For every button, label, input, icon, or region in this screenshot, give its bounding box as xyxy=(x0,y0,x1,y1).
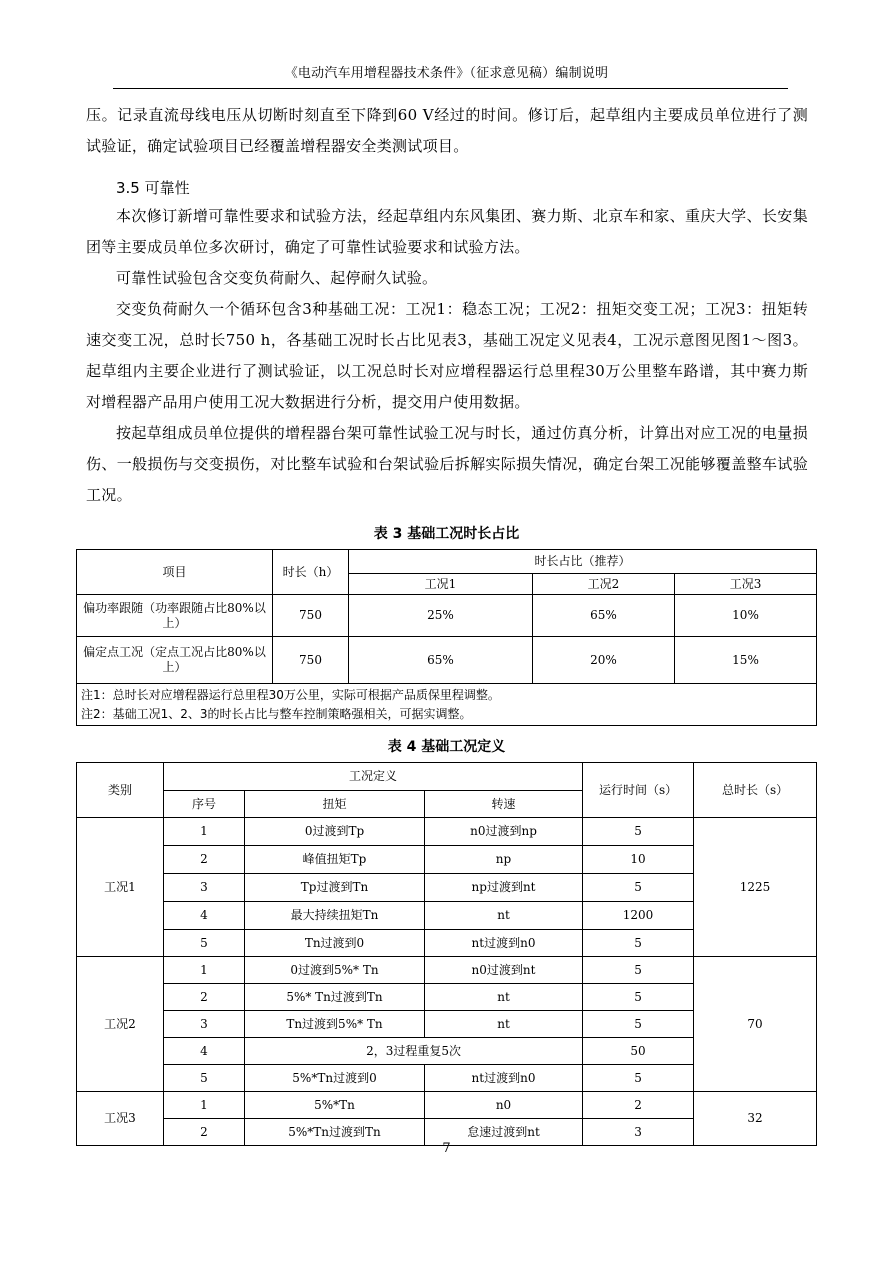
table4-speed: nt xyxy=(425,1011,583,1038)
table4-seq: 4 xyxy=(164,1038,245,1065)
table4-seq: 2 xyxy=(164,846,245,874)
paragraph-load-durability: 交变负荷耐久一个循环包含3种基础工况：工况1：稳态工况；工况2：扭矩交变工况；工况3：扭矩转速交变工况，总时长750 h，各基础工况时长占比见表3，基础工况定义见表4，工况示意图见图1～图3。起草组内主要企业进行了测试验证，以工况总时长对应增程器运行总里程30万公里整车路谱，其中赛力斯对增程器产品用户使用工况大数据进行分析，提交用户使用数据。 xyxy=(86,300,808,411)
table3-header-condition2: 工况2 xyxy=(533,574,675,595)
table-row xyxy=(77,1092,817,1119)
table3-header-condition1: 工况1 xyxy=(349,574,533,595)
table3-cell-c2: 65% xyxy=(533,595,675,637)
table4-torque: 0过渡到Tp xyxy=(245,818,425,846)
table4-speed: np xyxy=(425,846,583,874)
table-row xyxy=(77,957,817,984)
table4-seq: 5 xyxy=(164,930,245,957)
table3-cell-c3: 15% xyxy=(675,637,817,684)
table4-torque: Tp过渡到Tn xyxy=(245,874,425,902)
table4-runtime: 5 xyxy=(583,957,694,984)
table4-speed: np过渡到nt xyxy=(425,874,583,902)
table4-speed: n0 xyxy=(425,1092,583,1119)
table4-torque: 5%*Tn过渡到Tn xyxy=(245,1119,425,1146)
table3-cell-c3: 10% xyxy=(675,595,817,637)
table4-runtime: 5 xyxy=(583,874,694,902)
table3-cell-duration: 750 xyxy=(273,595,349,637)
table4-speed: nt过渡到n0 xyxy=(425,930,583,957)
table4-runtime: 5 xyxy=(583,984,694,1011)
table4-header-runtime: 运行时间（s） xyxy=(583,763,694,818)
table-row xyxy=(77,637,817,684)
table4-seq: 3 xyxy=(164,874,245,902)
paragraph-simulation: 按起草组成员单位提供的增程器台架可靠性试验工况与时长，通过仿真分析，计算出对应工况的电量损伤、一般损伤与交变损伤，对比整车试验和台架试验后拆解实际损失情况，确定台架工况能够覆盖整车试验工况。 xyxy=(86,424,808,504)
table3-notes xyxy=(77,684,817,726)
table4-torque: 0过渡到5%* Tn xyxy=(245,957,425,984)
table4-runtime: 5 xyxy=(583,1011,694,1038)
table4-runtime: 2 xyxy=(583,1092,694,1119)
table3-cell-item: 偏功率跟随（功率跟随占比80%以上） xyxy=(77,595,273,637)
table4-total-3: 32 xyxy=(694,1092,817,1146)
table3-note1: 注1：总时长对应增程器运行总里程30万公里，实际可根据产品质保里程调整。 xyxy=(81,687,500,702)
table3-header-item: 项目 xyxy=(77,550,273,595)
table4-torque: 5%*Tn过渡到0 xyxy=(245,1065,425,1092)
header-divider xyxy=(113,88,788,89)
table3-note2: 注2：基础工况1、2、3的时长占比与整车控制策略强相关，可据实调整。 xyxy=(81,706,472,721)
section-heading: 3.5 可靠性 xyxy=(116,179,190,197)
table4-speed: nt xyxy=(425,902,583,930)
table4-runtime: 1200 xyxy=(583,902,694,930)
table4-speed: 怠速过渡到nt xyxy=(425,1119,583,1146)
table4-seq: 1 xyxy=(164,957,245,984)
table3-caption: 表 3 基础工况时长占比 xyxy=(373,526,520,542)
table4-category-1: 工况1 xyxy=(77,818,164,957)
table4-seq: 1 xyxy=(164,1092,245,1119)
table4-torque: Tn过渡到0 xyxy=(245,930,425,957)
table4-runtime: 5 xyxy=(583,1065,694,1092)
table3-cell-item: 偏定点工况（定点工况占比80%以上） xyxy=(77,637,273,684)
table4-torque: 峰值扭矩Tp xyxy=(245,846,425,874)
table4-seq: 5 xyxy=(164,1065,245,1092)
table4-torque: 5%* Tn过渡到Tn xyxy=(245,984,425,1011)
table4-header-torque: 扭矩 xyxy=(245,791,425,818)
table4-runtime: 5 xyxy=(583,818,694,846)
table4-seq: 2 xyxy=(164,1119,245,1146)
table3-header-ratio: 时长占比（推荐） xyxy=(349,550,817,574)
table4-speed: nt过渡到n0 xyxy=(425,1065,583,1092)
table4-runtime: 3 xyxy=(583,1119,694,1146)
table4-speed: n0过渡到nt xyxy=(425,957,583,984)
table4-header-seq: 序号 xyxy=(164,791,245,818)
table4-header-total: 总时长（s） xyxy=(694,763,817,818)
table4-runtime: 5 xyxy=(583,930,694,957)
table4-seq: 4 xyxy=(164,902,245,930)
table-row xyxy=(77,818,817,846)
table4-total-2: 70 xyxy=(694,957,817,1092)
paragraph-reliability-intro: 本次修订新增可靠性要求和试验方法，经起草组内东风集团、赛力斯、北京车和家、重庆大学、长安集团等主要成员单位多次研讨，确定了可靠性试验要求和试验方法。 xyxy=(86,207,808,256)
table4-runtime: 50 xyxy=(583,1038,694,1065)
table-row xyxy=(77,595,817,637)
table3-cell-c1: 25% xyxy=(349,595,533,637)
table4-header-definition: 工况定义 xyxy=(164,763,583,791)
table4-speed: nt xyxy=(425,984,583,1011)
table4-torque: Tn过渡到5%* Tn xyxy=(245,1011,425,1038)
table3-cell-duration: 750 xyxy=(273,637,349,684)
table4-torque: 5%*Tn xyxy=(245,1092,425,1119)
table4-header-category: 类别 xyxy=(77,763,164,818)
page-number: 7 xyxy=(442,1141,451,1156)
table4-category-3: 工况3 xyxy=(77,1092,164,1146)
table4-seq: 1 xyxy=(164,818,245,846)
table4-total-1: 1225 xyxy=(694,818,817,957)
paragraph-continuation: 压。记录直流母线电压从切断时刻直至下降到60 V经过的时间。修订后，起草组内主要成员单位进行了测试验证，确定试验项目已经覆盖增程器安全类测试项目。 xyxy=(86,106,808,155)
table3-header-condition3: 工况3 xyxy=(675,574,817,595)
table4-runtime: 10 xyxy=(583,846,694,874)
paragraph-reliability-tests: 可靠性试验包含交变负荷耐久、起停耐久试验。 xyxy=(116,269,438,287)
table4-seq: 2 xyxy=(164,984,245,1011)
table4-category-2: 工况2 xyxy=(77,957,164,1092)
table4-merged-definition: 2，3过程重复5次 xyxy=(245,1038,583,1065)
table4 xyxy=(76,762,817,1146)
table4-header-speed: 转速 xyxy=(425,791,583,818)
table3-cell-c1: 65% xyxy=(349,637,533,684)
table4-caption: 表 4 基础工况定义 xyxy=(387,739,506,755)
page-header: 《电动汽车用增程器技术条件》（征求意见稿）编制说明 xyxy=(284,66,609,81)
table3-header-duration: 时长（h） xyxy=(273,550,349,595)
table4-seq: 3 xyxy=(164,1011,245,1038)
table3 xyxy=(76,549,817,726)
table3-cell-c2: 20% xyxy=(533,637,675,684)
table4-speed: n0过渡到np xyxy=(425,818,583,846)
table4-torque: 最大持续扭矩Tn xyxy=(245,902,425,930)
